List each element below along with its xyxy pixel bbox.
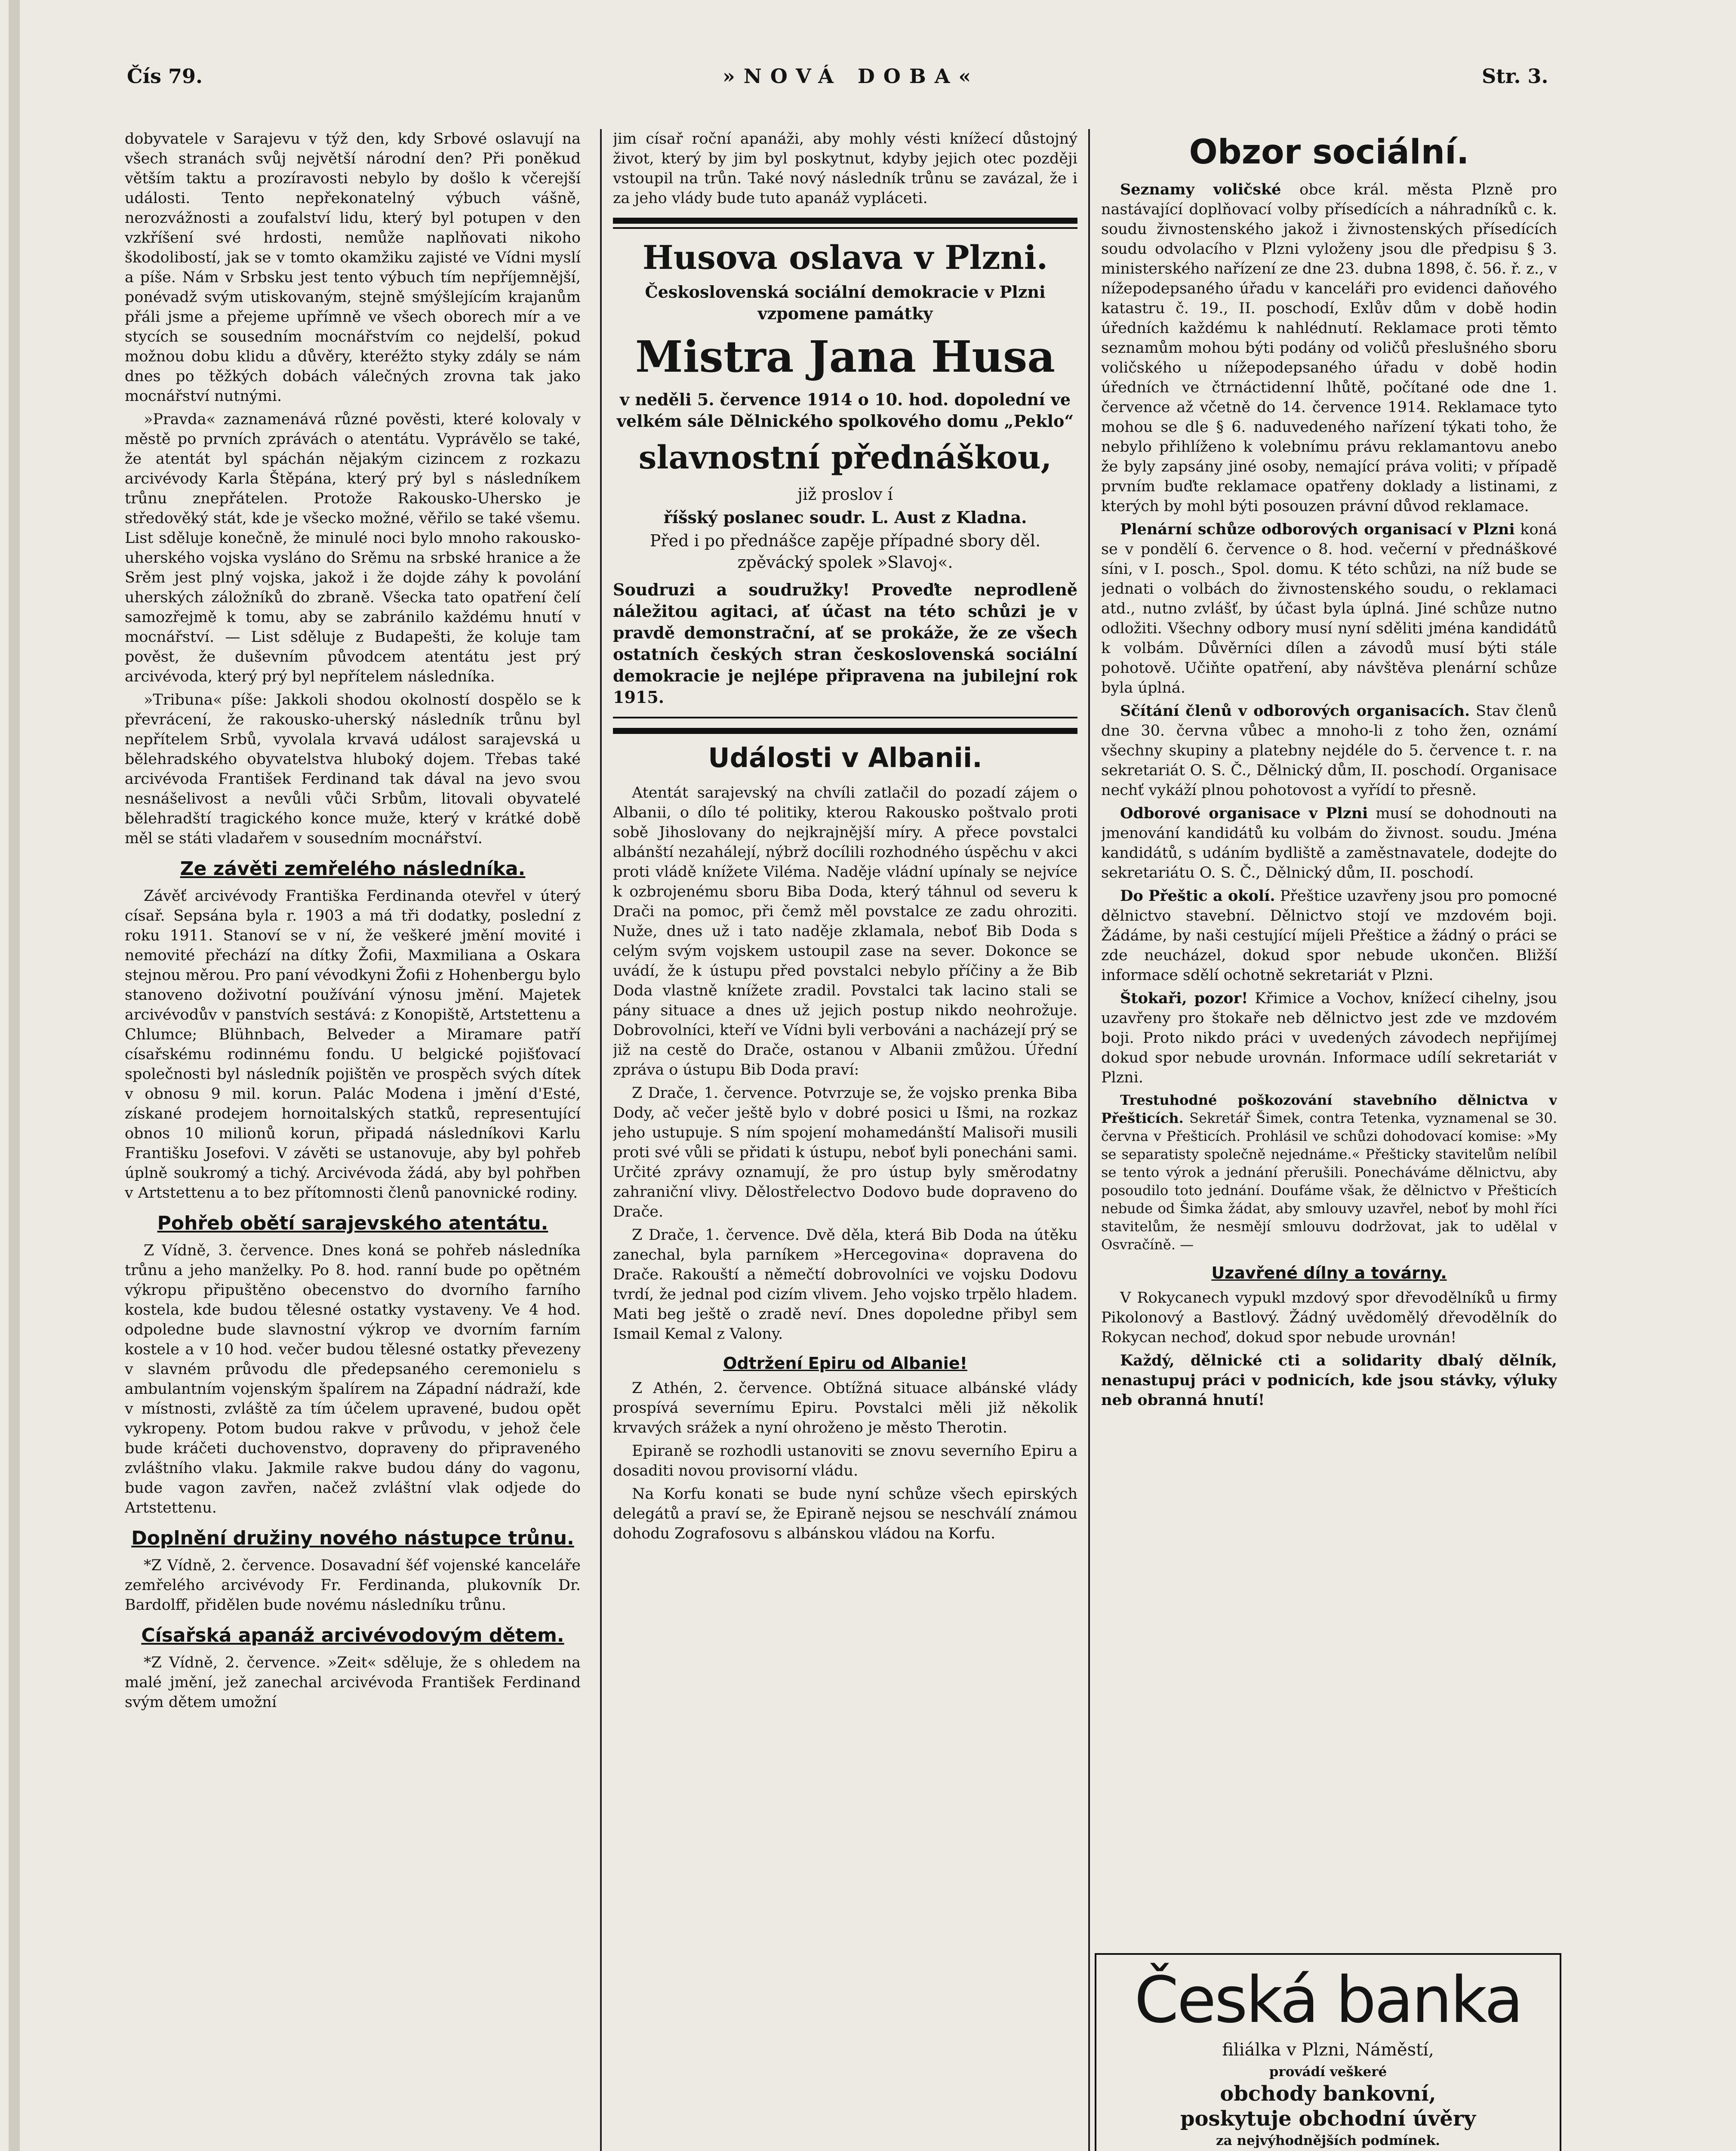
ad-mistr-jan-hus: Mistra Jana Husa (635, 331, 1056, 382)
item-head: Plenární schůze odborových organisací v Plzni (1120, 521, 1515, 538)
ad-line: Před i po přednášce zapěje případné sbory děl. zpěvácký spolek »Slavoj«. (649, 531, 1041, 572)
ad-bottom-rule-thin (613, 717, 1077, 718)
article-paragraph: Každý, dělnické cti a solidarity dbalý dělník, nenastupuj práci v podnicích, kde jsou stávky, výluky neb obranná hnutí! (1101, 1352, 1557, 1409)
ad-line: v neděli 5. července 1914 o 10. hod. dopolední ve velkém sále Dělnického spolkového domu „Peklo“ (616, 390, 1074, 431)
item-head: Do Přeštic a okolí. (1120, 887, 1275, 905)
bank-line: obchody bankovní, (1220, 2082, 1436, 2106)
article-paragraph: »Pravda« zaznamenává různé pověsti, které kolovaly v městě po prvních zprávách o atentátu. Vyprávělo se také, že atentát byl spáchán nějakým cizincem z rozkazu arcivévody Karla Štěpána, který prý byl s následníkem trůnu znepřátelen. Protože Rakousko-Uhersko je středověký stát, kde je všecko možné, věřilo se také všemu. List sděluje konečně, že minulé noci bylo mnoho rakousko-uherského vojska vysláno do Srěmu na srbské hranice a že Srěm jest plný vojska, jakož i že dojde záhy k povolání uherských záložníků do zbraně. Všecka tato opatření čelí samozřejmě k tomu, aby se zabránilo každému hnutí v mocnářství. — List sděluje z Budapešti, že koluje tam pověst, že duševním původcem atentátu jest prý arcivévoda, který prý byl nepřítelem následníka. (125, 411, 581, 685)
ad-appeal: Soudruzi a soudružky! Proveďte neprodleně náležitou agitaci, ať účast na této schůzi je v pravdě demonstrační, ať se prokáže, že ze všech ostatních českých stran československá sociální demokracie je nejlépe připravena na jubilejní rok 1915. (613, 580, 1077, 707)
article-paragraph: *Z Vídně, 2. července. Dosavadní šéf vojenské kanceláře zemřelého arcivévody Fr. Ferdinanda, plukovník Dr. Bardolff, přidělen bude novému následníku trůnu. (125, 1557, 581, 1614)
headline-druzina: Doplnění družiny nového nástupce trůnu. (131, 1527, 574, 1549)
column-2 (613, 129, 1077, 2151)
bank-line: za nejvýhodnějších podmínek. (1216, 2133, 1440, 2148)
ad-husova-oslava-title: Husova oslava v Plzni. (642, 238, 1048, 277)
ceska-banka-ad (1095, 1953, 1561, 2151)
item-head: Seznamy voličské (1120, 181, 1281, 198)
item-head: Odborové organisace v Plzni (1120, 804, 1368, 822)
article-paragraph: »Tribuna« píše: Jakkoli shodou okolností dospělo se k převrácení, že rakousko-uherský následník trůnu byl nepřítelem Srbů, vyvolala krvavá událost sarajevská u bělehradského obyvatelstva hluboký dojem. Třebas také arcivévoda František Ferdinand tak dával na jevo svou nesnášelivost a nevůli vůči Srbům, litovali obyvatelé bělehradští tragického konce muže, který v krátké době měl se státi vladařem v sousedním mocnářství. (125, 691, 581, 847)
item-text: Stav členů dne 30. června vůbec a mnoho-li z toho žen, oznámí všechny skupiny a platebny nejdéle do 5. července t. r. na sekretariát O. S. Č., Dělnický dům, II. poschodí. Organisace nechť vykáží plnou pohotovost a vyřídí to přesně. (1101, 703, 1557, 799)
scan-edge-shadow (9, 0, 20, 2151)
headline-obzor-socialni: Obzor sociální. (1189, 133, 1469, 172)
issue-number: Čís 79. (127, 65, 203, 88)
item-text: koná se v pondělí 6. července o 8. hod. večerní v přednáškové síni, v I. posch., Spol. domu. K této schůzi, na níž bude se jednati o volbách do živnostenského soudu, o reklamaci atd., nutno zvlášť, by účast byla úplná. Jiné schůze nutno odložiti. Všechny odbory musí nyní sděliti jména kandidátů k volbám. Důvěrníci dílen a závodů musí býti stále pohotově. Učiňte opatření, aby návštěva plenární schůze byla úplná. (1101, 521, 1557, 696)
column-divider-right (1088, 129, 1090, 2151)
article-paragraph: Na Korfu konati se bude nyní schůze všech epirských delegátů a praví se, že Epiraně nejsou se neschválí známou dohodu Zografosovu s albánskou vládou na Korfu. (613, 1485, 1077, 1542)
column-1 (125, 129, 581, 2151)
headline-pohreb: Pohřeb obětí sarajevského atentátu. (157, 1212, 548, 1234)
masthead-title: »NOVÁ DOBA« (723, 65, 980, 88)
article-paragraph: V Rokycanech vypukl mzdový spor dřevodělníků u firmy Pikolonový a Bastlový. Žádný uvědomělý dřevodělník do Rokycan nechoď, dokud spor nebude urovnán! (1101, 1289, 1557, 1346)
article-paragraph: dobyvatele v Sarajevu v týž den, kdy Srbové oslavují na všech stranách svůj největší národní den? Při poněkud větším taktu a prozíravosti nebylo by došlo k včerejší události. Tento nepřekonatelný výbuch vášně, nerozvážnosti a zoufalství lidu, který byl potupen v den vzkříšení své hrdosti, nemůže naplňovati nikoho škodolibostí, jak se v tomto okamžiku zajisté ve Vídni myslí a píše. Nám v Srbsku jest tento výbuch tím nepříjemnější, ponévadž svým utiskovaným, stejně smýšlejícím krajanům přáli jsme a přejeme upřímně ve všech oborech mír a ve stycích se sousedním mocnářstvím co nejdelší, pokud možnou dobu klidu a důvěry, kteréžto styky zdály se nám dnes po těžkých dobách válečných zrovna tak jako mocnářství nutnými. (125, 130, 581, 405)
ad-line: již proslov í (797, 485, 893, 504)
ad-bottom-rule (613, 728, 1077, 734)
headline-albanie: Události v Albanii. (708, 742, 982, 773)
item-text: musí se dohodnouti na jmenování kandidátů ku volbám do živnost. soudu. Jména kandidátů, s udáním bydliště a zaměstnavatele, dodejte do sekretariátu O. S. Č., Dělnický dům, II. poschodí. (1101, 805, 1557, 881)
article-paragraph: Z Drače, 1. července. Potvrzuje se, že vojsko prenka Biba Dody, ač večer ještě bylo v dobré posici u Išmi, na rozkaz jeho ustupuje. S ním spojení mohamedánští Malisoři musili proti své vůli se přidati k ústupu, neboť byli ponecháni sami. Určité zprávy oznamují, že pro ústup byly směrodatny zahraniční vlivy. Dělostřelectvo Dodovo bude dopraveno do Drače. (613, 1085, 1077, 1220)
column-3 (1101, 129, 1557, 2151)
article-paragraph: Atentát sarajevský na chvíli zatlačil do pozadí zájem o Albanii, o dílo té politiky, kterou Rakousko poštvalo proti sobě Jihoslovany do nejkrajnější míry. A přece povstalci albánští nezahálejí, nýbrž docílili rozhodného úspěchu v akci proti vládě knížete Viléma. Naděje vládní upínaly se nejvíce k ozbrojenému sboru Biba Doda, který táhnul od severu k Drači na pomoc, při čemž měl povstalce ze zadu ohroziti. Nuže, dnes už i tato naděje zklamala, neboť Bib Doda s celým svým vojskem ustoupil zase na sever. Dokonce se uvádí, že k ústupu před povstalci nebylo příčiny a že Bib Doda vlastně knížete zradil. Povstalci tak lacino stali se pány situace a dnes už jejich postup nikdo neohrožuje. Dobrovolníci, kteří ve Vídni byli verbováni a nacházejí prý se již na cestě do Drače, ostanou v Albanii zmůžou. Úřední zpráva o ústupu Bib Doda praví: (613, 784, 1077, 1079)
item-text: Přeštice uzavřeny jsou pro pomocné dělnictvo stavební. Dělnictvo stojí ve mzdovém boji. Žádáme, by naši cestující míjeli Přeštice a žádný o práci se zde neucházel, dokud spor nebude ukončen. Bližší informace sdělí ochotně sekretariát v Plzni. (1101, 888, 1557, 984)
ad-lecture: slavnostní přednáškou, (638, 439, 1052, 476)
item-text: Křimice a Vochov, knížecí cihelny, jsou uzavřeny pro štokaře neb dělnictvo jest zde ve mzdovém boji. Proto nikdo práci v uvedených závodech nepřijímej dokud spor nebude urovnán. Informace udílí sekretariát v Plzni. (1101, 990, 1557, 1086)
article-paragraph: Epiraně se rozhodli ustanoviti se znovu severního Epiru a dosaditi novou provisorní vládu. (613, 1442, 1077, 1479)
bank-name: Česká banka (1134, 1963, 1522, 2037)
item-text: Sekretář Šimek, contra Tetenka, vyznamenal se 30. června v Přešticích. Prohlásil ve schůzi dohodovací komise: »My se separatisty společně nejednáme.« Přešticky stavitelům nelíbil se tento výrok a jednání přerušili. Ponecháváme dělnictvu, aby posoudilo toto jednání. Doufáme však, že dělnictvo v Přešticích nebude od Šimka žádat, aby smlouvy uzavřel, neboť by mohl říci stavitelům, že nesmějí smlouvu dodržovat, jak to udělal v Osvračíně. — (1101, 1110, 1557, 1253)
headline-uzavrene-dilny: Uzavřené dílny a továrny. (1211, 1263, 1447, 1282)
item-head: Štokaři, pozor! (1120, 989, 1248, 1007)
item-text: obce král. města Plzně pro nastávající doplňovací volby přísedících a náhradníků c. k. soudu živnostenského jakož i živnostenských přísedících soudu odvolacího v Plzni vyloženy jsou dle předpisu § 3. ministerského nařízení ze dne 23. dubna 1898, č. 56. ř. z., v nížepodepsaného úřadu v kanceláři pro evidenci daňového katastru č. 19., II. poschodí, Exlův dům v době hodin úředních každému k nahlédnutí. Reklamace proti těmto seznamům mohou býti podány od voličů přeslušného sboru voličského u nížepodepsaného úřadu v době hodin úředních ve čtrnáctidenní lhůtě, počítané ode dne 1. července až včetně do 14. července 1914. Reklamace tyto mohou se dle § 6. naduvedeného nařízení týkati toho, že nebylo přihlíženo k volebnímu právu reklamantovu anebo že byly zapsány jiné osoby, nemající práva voliti; v případě prvním buďte reklamace opatřeny doklady a listinami, z kterých by mohl býti posouzen právní důvod reklamace. (1101, 181, 1557, 515)
article-paragraph: *Z Vídně, 2. července. »Zeit« sděluje, že s ohledem na malé jmění, jež zanechal arcivévoda František Ferdinand svým dětem umožní (125, 1654, 581, 1711)
bank-line: provádí veškeré (1269, 2064, 1387, 2080)
item-head: Sčítání členů v odborových organisacích. (1120, 702, 1470, 720)
ad-top-rule (613, 218, 1077, 224)
item-head: Trestuhodné poškozování stavebního dělnictva v Přešticích. (1101, 1092, 1557, 1126)
headline-apanaz: Císařská apanáž arcivévodovým dětem. (141, 1624, 564, 1646)
article-paragraph: Z Athén, 2. července. Obtížná situace albánské vlády prospívá severnímu Epiru. Povstalci měli již několik krvavých srážek a nyní ohroženo je město Therotin. (613, 1380, 1077, 1436)
article-paragraph: jim císař roční apanáži, aby mohly vésti knížecí důstojný život, který by jim byl poskytnut, kdyby jejich otec později vstoupil na trůn. Také nový následník trůnu se zavázal, že i za jeho vlády bude tuto apanáž vypláceti. (613, 130, 1077, 207)
article-paragraph: Závěť arcivévody Františka Ferdinanda otevřel v úterý císař. Sepsána byla r. 1903 a má tři dodatky, poslední z roku 1911. Stanoví se v ní, že veškeré jmění movité i nemovité přechází na dítky Žofii, Maxmiliana a Oskara stejnou měrou. Pro paní vévodkyni Žofii z Hohenbergu bylo stanoveno doživotní používání výnosu jmění. Majetek arcivévodův v panstvích sestává: z Konopiště, Artstettenu a Chlumce; Blühnbach, Belveder a Miramare patří císařskému rodinnému fondu. U belgické pojišťovací společnosti byl následník pojištěn ve prospěch svých dítek v obnosu 9 mil. korun. Palác Modena i jmění d'Esté, získané prodejem hornoitalských statků, representující obnos 10 milionů korun, připadá následníkovi Karlu Františku Josefovi. V závěti se ustanovuje, aby byl pohřeb úplně soukromý a tichý. Arcivévoda žádá, aby byl pohřben v Artstettenu a to bez přítomnosti členů panovnické rodiny. (125, 888, 581, 1202)
headline-zaveti: Ze závěti zemřelého následníka. (180, 858, 526, 880)
ad-top-rule-thin (613, 227, 1077, 229)
article-paragraph: Z Drače, 1. července. Dvě děla, která Bib Doda na útěku zanechal, byla parníkem »Hercegovina« dopravena do Drače. Rakouští a němečtí dobrovolníci ve vojsku Dodovu tvrdí, že jednal pod cizím vlivem. Jeho vojsko trpělo hladem. Mati beg ještě o zradě neví. Dnes dopoledne přibyl sem Ismail Kemal z Valony. (613, 1227, 1077, 1343)
page-number: Str. 3. (1482, 65, 1548, 88)
ad-speaker: říšský poslanec soudr. L. Aust z Kladna. (663, 508, 1027, 527)
bank-branch: filiálka v Plzni, Náměstí, (1222, 2040, 1434, 2060)
headline-epir: Odtržení Epiru od Albanie! (723, 1354, 967, 1373)
column-divider-left (600, 129, 602, 2151)
bank-line: poskytuje obchodní úvěry (1180, 2107, 1476, 2131)
ad-line: Československá sociální demokracie v Plzni vzpomene památky (645, 282, 1046, 323)
article-paragraph: Z Vídně, 3. července. Dnes koná se pohřeb následníka trůnu a jeho manželky. Po 8. hod. ranní bude po opětném výkropu připuštěno obecenstvo do dvorního farního kostela, kde budou tělesné ostatky vystaveny. Ve 4 hod. odpoledne bude slavnostní výkrop ve dvorním farním kostele a v 10 hod. večer budou tělesné ostatky převezeny v slavném průvodu dle předepsaného ceremonielu s ambulantním vojenským špalírem na Západní nádraží, kde v místnosti, zvláště za tím účelem upravené, budou opět vykropeny. Potom budou rakve v průvodu, v jehož čele bude kráčeti duchovenstvo, dopraveny do připraveného zvláštního vlaku. Jakmile rakve budou dány do vagonu, bude vagon zavřen, načež zvláštní vlak odjede do Artstettenu. (125, 1242, 581, 1516)
